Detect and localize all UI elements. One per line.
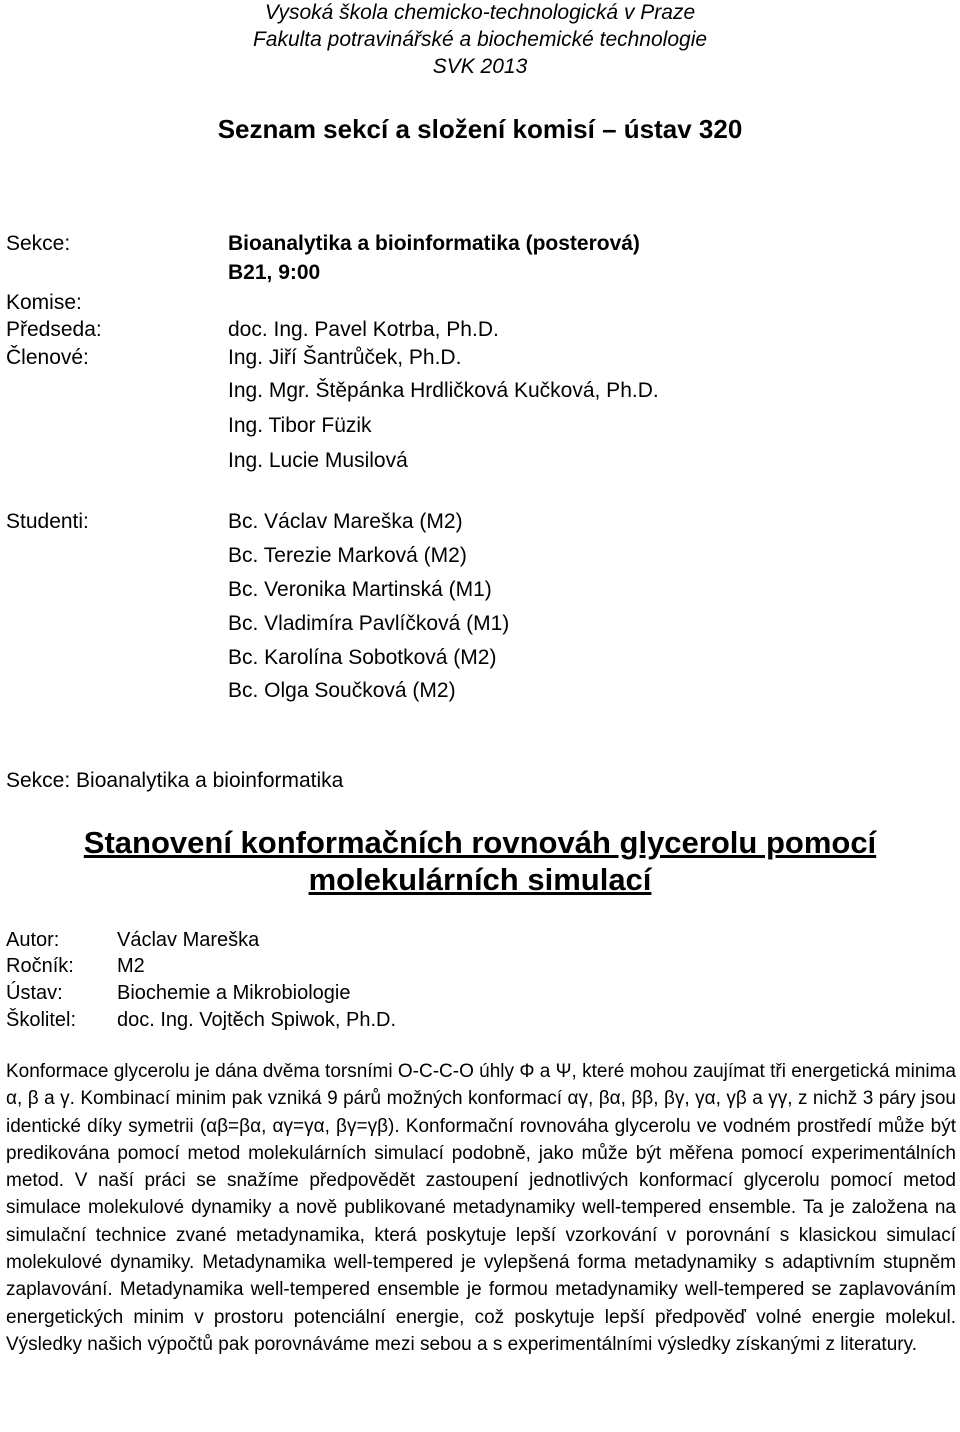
student-item: Bc. Terezie Marková (M2): [228, 544, 467, 567]
skolitel-label: Školitel:: [6, 1009, 77, 1031]
ustav-label: Ústav:: [6, 982, 63, 1004]
sekce-room: B21, 9:00: [228, 261, 321, 284]
autor-label: Autor:: [6, 929, 60, 951]
paper-title-line-1: Stanovení konformačních rovnováh glycerolu pomocí: [83, 825, 877, 860]
skolitel-value: doc. Ing. Vojtěch Spiwok, Ph.D.: [117, 1009, 397, 1031]
autor-value: Václav Mareška: [117, 929, 260, 951]
student-item: Bc. Václav Mareška (M2): [228, 510, 463, 533]
predseda-name: doc. Ing. Pavel Kotrba, Ph.D.: [228, 318, 499, 341]
rocnik-value: M2: [117, 955, 145, 977]
clen-item: Ing. Lucie Musilová: [228, 449, 408, 472]
ustav-value: Biochemie a Mikrobiologie: [117, 982, 351, 1004]
sekce-label: Sekce:: [6, 232, 71, 255]
student-item: Bc. Olga Součková (M2): [228, 679, 456, 702]
clen-item: Ing. Tibor Füzik: [228, 414, 372, 437]
student-item: Bc. Karolína Sobotková (M2): [228, 646, 497, 669]
header-event: SVK 2013: [432, 55, 528, 78]
studenti-label: Studenti:: [6, 510, 89, 533]
student-item: Bc. Veronika Martinská (M1): [228, 578, 492, 601]
clenove-label: Členové:: [6, 346, 89, 369]
paper-title-line-2: molekulárních simulací: [308, 862, 652, 897]
rocnik-label: Ročník:: [6, 955, 74, 977]
paper-sekce: Sekce: Bioanalytika a bioinformatika: [6, 769, 344, 792]
paper-abstract: Konformace glycerolu je dána dvěma torsními O-C-C-O úhly Φ a Ψ, které mohou zaujímat tři energetická minima α, β a γ. Kombinací minim pak vzniká 9 párů možných konformací αγ, βα, ββ, βγ, γα, γβ a γγ, z nichž 3 páry jsou identické díky symetrii (αβ=βα, αγ=γα, βγ=γβ). Konformační rovnováha glycerolu ve vodném prostředí může být predikována pomocí metod molekulárních simulací podobně, jako může být měřena pomocí experimentálních metod. V naší práci se snažíme předpovědět zastoupení jednotlivých konformací glycerolu pomocí metod simulace molekulové dynamiky a nově publikované metadynamiky well-tempered ensemble. Ta je založena na simulační technice zvané metadynamika, která poskytuje lepší vzorkování v porovnání s klasickou simulací molekulové dynamiky. Metadynamika well-tempered je vylepšená forma metadynamiky s adaptivním stupněm zaplavování. Metadynamika well-tempered ensemble je formou metadynamiky well-tempered se zaplavováním energetických minim v prostoru potenciální energie, což poskytuje lepší předpověď volné energie molekul. Výsledky našich výpočtů pak porovnáváme mezi sebou a s experimentálními výsledky získanými z literatury.: [6, 1061, 956, 1355]
page-title: Seznam sekcí a složení komisí – ústav 320: [217, 114, 743, 144]
student-item: Bc. Vladimíra Pavlíčková (M1): [228, 612, 510, 635]
sekce-name: Bioanalytika a bioinformatika (posterová): [228, 232, 640, 255]
header-faculty: Fakulta potravinářské a biochemické technologie: [252, 28, 708, 51]
predseda-label: Předseda:: [6, 318, 102, 341]
clen-item: Ing. Mgr. Štěpánka Hrdličková Kučková, Ph.D.: [228, 379, 659, 402]
clen-item: Ing. Jiří Šantrůček, Ph.D.: [228, 346, 462, 369]
komise-label: Komise:: [6, 291, 82, 314]
header-university: Vysoká škola chemicko-technologická v Praze: [264, 1, 696, 24]
paper-title: [0, 824, 960, 898]
